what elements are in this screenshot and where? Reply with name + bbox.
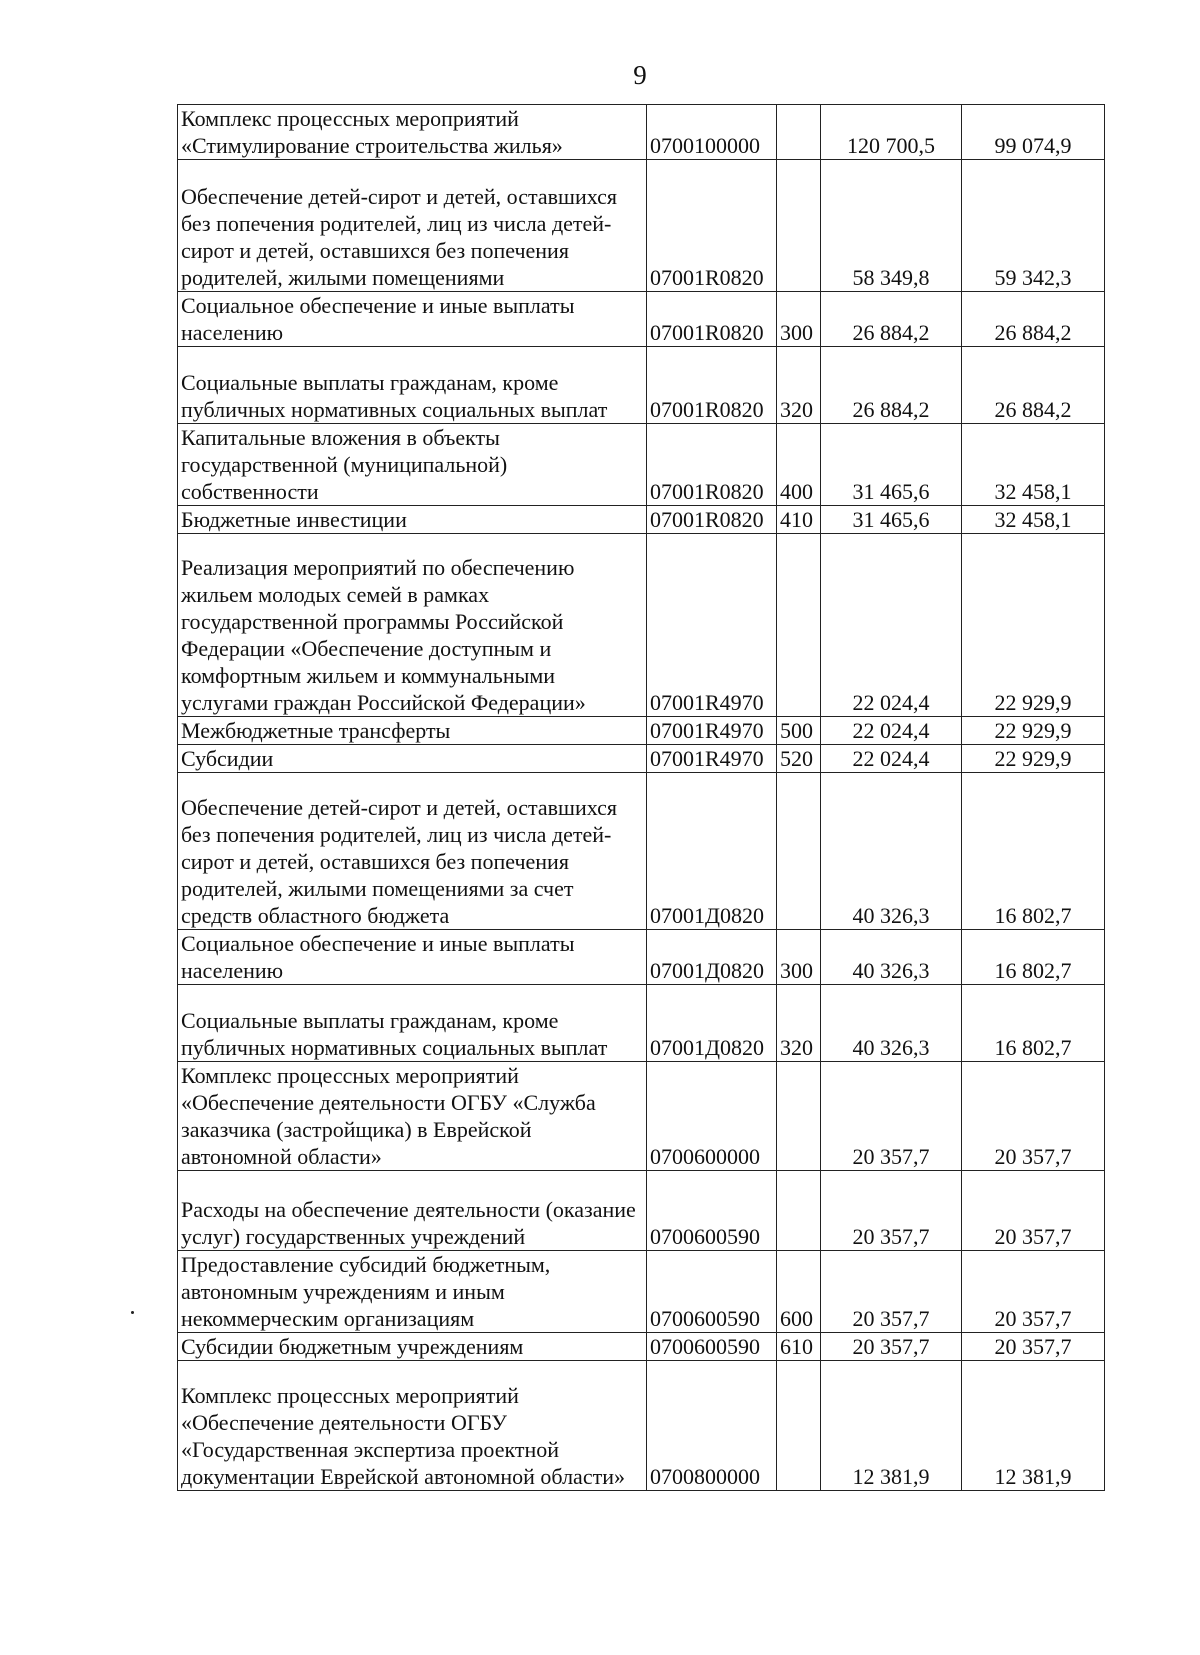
budget-table-body: [178, 105, 1105, 1491]
row-value-2025-cell: 26 884,2: [962, 292, 1105, 347]
row-name-cell: Межбюджетные трансферты: [178, 717, 647, 745]
row-value-2024-cell: 58 349,8: [821, 160, 962, 292]
row-code-cell: 07001Д0820: [647, 773, 777, 930]
row-expense-type-cell: [777, 1361, 821, 1491]
row-value-2025-cell: 16 802,7: [962, 930, 1105, 985]
row-value-2025-cell: 26 884,2: [962, 347, 1105, 424]
row-code-cell: 07001R0820: [647, 506, 777, 534]
row-value-2024-cell: 40 326,3: [821, 773, 962, 930]
row-name-cell: Комплекс процессных мероприятий «Стимулирование строительства жилья»: [178, 105, 647, 160]
row-expense-type-cell: [777, 105, 821, 160]
row-name-cell: Обеспечение детей-сирот и детей, оставшихся без попечения родителей, лиц из числа детей-сирот и детей, оставшихся без попечения родителей, жилыми помещениями за счет средств областного бюджета: [178, 773, 647, 930]
row-expense-type-cell: 300: [777, 930, 821, 985]
row-value-2025-cell: 20 357,7: [962, 1251, 1105, 1333]
row-name-cell: Социальное обеспечение и иные выплаты населению: [178, 292, 647, 347]
row-expense-type-cell: 320: [777, 985, 821, 1062]
table-row: [178, 985, 1105, 1062]
row-expense-type-cell: 520: [777, 745, 821, 773]
row-code-cell: 07001Д0820: [647, 930, 777, 985]
row-name-cell: Социальные выплаты гражданам, кроме публичных нормативных социальных выплат: [178, 347, 647, 424]
row-name-cell: Социальные выплаты гражданам, кроме публичных нормативных социальных выплат: [178, 985, 647, 1062]
table-row: [178, 1333, 1105, 1361]
row-code-cell: 07001R0820: [647, 347, 777, 424]
table-row: [178, 773, 1105, 930]
row-expense-type-cell: 500: [777, 717, 821, 745]
table-row: [178, 347, 1105, 424]
table-row: [178, 424, 1105, 506]
row-code-cell: 07001Д0820: [647, 985, 777, 1062]
row-value-2025-cell: 32 458,1: [962, 424, 1105, 506]
row-code-cell: 0700100000: [647, 105, 777, 160]
table-row: [178, 1361, 1105, 1491]
row-name-cell: Субсидии бюджетным учреждениям: [178, 1333, 647, 1361]
table-row: [178, 1171, 1105, 1251]
row-expense-type-cell: 410: [777, 506, 821, 534]
row-name-cell: Социальное обеспечение и иные выплаты населению: [178, 930, 647, 985]
row-name-cell: Капитальные вложения в объекты государственной (муниципальной) собственности: [178, 424, 647, 506]
table-row: [178, 1251, 1105, 1333]
row-value-2024-cell: 12 381,9: [821, 1361, 962, 1491]
row-value-2024-cell: 26 884,2: [821, 347, 962, 424]
row-value-2025-cell: 20 357,7: [962, 1333, 1105, 1361]
row-expense-type-cell: 300: [777, 292, 821, 347]
row-name-cell: Реализация мероприятий по обеспечению жильем молодых семей в рамках государственной программы Российской Федерации «Обеспечение доступным и комфортным жильем и коммунальными услугами граждан Российской Федерации»: [178, 534, 647, 717]
row-value-2024-cell: 120 700,5: [821, 105, 962, 160]
row-name-cell: Комплекс процессных мероприятий «Обеспечение деятельности ОГБУ «Служба заказчика (застройщика) в Еврейской автономной области»: [178, 1062, 647, 1171]
row-value-2025-cell: 20 357,7: [962, 1062, 1105, 1171]
table-row: [178, 506, 1105, 534]
row-value-2025-cell: 22 929,9: [962, 534, 1105, 717]
row-expense-type-cell: 610: [777, 1333, 821, 1361]
row-value-2025-cell: 12 381,9: [962, 1361, 1105, 1491]
row-name-cell: Предоставление субсидий бюджетным, автономным учреждениям и иным некоммерческим организациям: [178, 1251, 647, 1333]
row-code-cell: 0700600590: [647, 1251, 777, 1333]
row-value-2024-cell: 20 357,7: [821, 1171, 962, 1251]
row-value-2025-cell: 32 458,1: [962, 506, 1105, 534]
row-expense-type-cell: [777, 534, 821, 717]
table-row: [178, 1062, 1105, 1171]
row-code-cell: 07001R4970: [647, 534, 777, 717]
row-name-cell: Бюджетные инвестиции: [178, 506, 647, 534]
row-code-cell: 0700800000: [647, 1361, 777, 1491]
row-value-2024-cell: 20 357,7: [821, 1251, 962, 1333]
row-expense-type-cell: 400: [777, 424, 821, 506]
row-value-2024-cell: 31 465,6: [821, 424, 962, 506]
table-row: [178, 745, 1105, 773]
row-expense-type-cell: [777, 773, 821, 930]
row-value-2024-cell: 22 024,4: [821, 534, 962, 717]
table-row: [178, 534, 1105, 717]
row-code-cell: 07001R0820: [647, 160, 777, 292]
row-expense-type-cell: [777, 1171, 821, 1251]
table-row: [178, 160, 1105, 292]
row-expense-type-cell: [777, 1062, 821, 1171]
row-value-2024-cell: 40 326,3: [821, 930, 962, 985]
row-value-2024-cell: 40 326,3: [821, 985, 962, 1062]
row-expense-type-cell: 320: [777, 347, 821, 424]
row-code-cell: 07001R0820: [647, 424, 777, 506]
row-code-cell: 07001R4970: [647, 717, 777, 745]
row-name-cell: Субсидии: [178, 745, 647, 773]
row-code-cell: 0700600590: [647, 1333, 777, 1361]
row-code-cell: 0700600590: [647, 1171, 777, 1251]
table-row: [178, 930, 1105, 985]
row-value-2024-cell: 20 357,7: [821, 1333, 962, 1361]
row-value-2024-cell: 31 465,6: [821, 506, 962, 534]
page-number: 9: [633, 60, 647, 90]
table-row: [178, 292, 1105, 347]
table-row: [178, 105, 1105, 160]
row-value-2025-cell: 16 802,7: [962, 773, 1105, 930]
row-code-cell: 0700600000: [647, 1062, 777, 1171]
row-value-2025-cell: 99 074,9: [962, 105, 1105, 160]
row-name-cell: Расходы на обеспечение деятельности (оказание услуг) государственных учреждений: [178, 1171, 647, 1251]
row-code-cell: 07001R4970: [647, 745, 777, 773]
row-value-2024-cell: 22 024,4: [821, 745, 962, 773]
row-value-2025-cell: 22 929,9: [962, 745, 1105, 773]
row-value-2024-cell: 20 357,7: [821, 1062, 962, 1171]
row-value-2025-cell: 22 929,9: [962, 717, 1105, 745]
row-value-2025-cell: 16 802,7: [962, 985, 1105, 1062]
row-expense-type-cell: 600: [777, 1251, 821, 1333]
row-name-cell: Комплекс процессных мероприятий «Обеспечение деятельности ОГБУ «Государственная экспертиза проектной документации Еврейской автономной области»: [178, 1361, 647, 1491]
row-value-2025-cell: 20 357,7: [962, 1171, 1105, 1251]
row-name-cell: Обеспечение детей-сирот и детей, оставшихся без попечения родителей, лиц из числа детей-сирот и детей, оставшихся без попечения родителей, жилыми помещениями: [178, 160, 647, 292]
row-value-2025-cell: 59 342,3: [962, 160, 1105, 292]
table-row: [178, 717, 1105, 745]
row-value-2024-cell: 22 024,4: [821, 717, 962, 745]
row-code-cell: 07001R0820: [647, 292, 777, 347]
row-value-2024-cell: 26 884,2: [821, 292, 962, 347]
budget-table: [177, 104, 1105, 1491]
scan-dot: [131, 1311, 134, 1314]
row-expense-type-cell: [777, 160, 821, 292]
